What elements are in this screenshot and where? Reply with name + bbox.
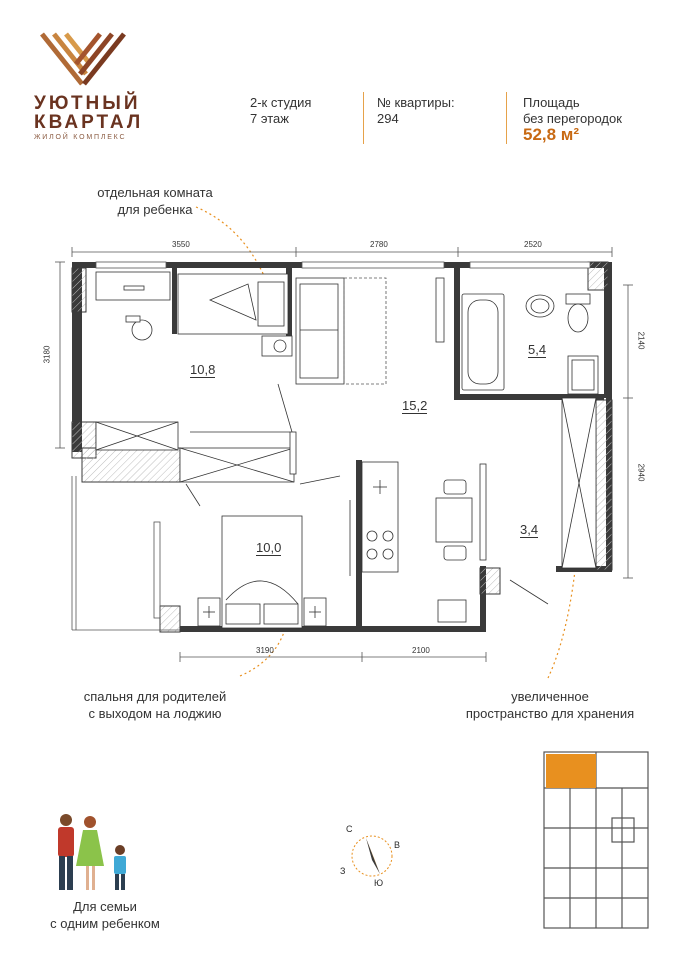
dim-top-1: 3550 — [172, 240, 190, 249]
apartment-number: 294 — [377, 111, 399, 126]
floor-label: 7 этаж — [250, 111, 289, 126]
note-storage-line1: увеличенное — [511, 689, 589, 704]
brand-name-line1: УЮТНЫЙ — [34, 93, 141, 114]
room-area-child-value: 10,8 — [190, 362, 216, 377]
compass-south: Ю — [374, 878, 384, 888]
room-area-bedroom-value: 10,0 — [256, 540, 282, 555]
room-area-living — [402, 398, 427, 413]
note-parents-line2: с выходом на лоджию — [88, 706, 222, 721]
note-parents-line1: спальня для родителей — [83, 689, 227, 704]
dim-top-3: 2520 — [524, 240, 542, 249]
family-illustration — [50, 810, 140, 896]
dim-right-2: 2940 — [636, 463, 646, 482]
compass-north: С — [346, 824, 353, 834]
note-child-room-line2: для ребенка — [117, 202, 193, 217]
area-label-1: Площадь — [523, 95, 580, 110]
brand-subtitle: ЖИЛОЙ КОМПЛЕКС — [34, 134, 127, 141]
compass-west: З — [340, 866, 346, 876]
apartment-number-label: № квартиры: — [377, 95, 455, 110]
family-caption-line2: с одним ребенком — [50, 916, 160, 931]
room-area-bath-value: 5,4 — [528, 342, 547, 357]
bedroom-furniture — [198, 500, 350, 628]
compass-rose — [352, 836, 392, 876]
room-area-hall-value: 3,4 — [520, 522, 539, 537]
room-area-living-value: 15,2 — [402, 398, 428, 413]
dim-right-1: 2140 — [636, 331, 646, 350]
family-caption — [40, 898, 170, 932]
room-area-hall — [520, 522, 538, 537]
tv-unit — [436, 278, 444, 342]
brand-name-line2: КВАРТАЛ — [34, 112, 144, 133]
family-caption-line1: Для семьи — [73, 899, 137, 914]
room-area-bath — [528, 342, 546, 357]
area-value: 52,8 м² — [523, 125, 580, 144]
dim-bottom-2: 2100 — [412, 646, 430, 655]
room-area-bedroom — [256, 540, 281, 555]
apartment-type-label: 2-к студия — [250, 95, 312, 110]
apartment-highlight — [546, 754, 596, 788]
dim-top-2: 2780 — [370, 240, 388, 249]
compass-east: В — [394, 840, 401, 850]
note-child-room-line1: отдельная комната — [97, 185, 213, 200]
sofa-bed-outline — [344, 278, 386, 384]
sofa — [296, 278, 344, 384]
note-storage-line2: пространство для хранения — [465, 706, 635, 721]
dim-left: 3180 — [42, 345, 52, 364]
kitchen — [362, 462, 486, 622]
area-label-2: без перегородок — [523, 111, 622, 126]
wardrobes — [96, 398, 596, 568]
room-area-child — [190, 362, 215, 377]
child-room-furniture — [96, 272, 292, 356]
building-key-plan — [536, 748, 656, 932]
dim-bottom-1: 3190 — [256, 646, 274, 655]
